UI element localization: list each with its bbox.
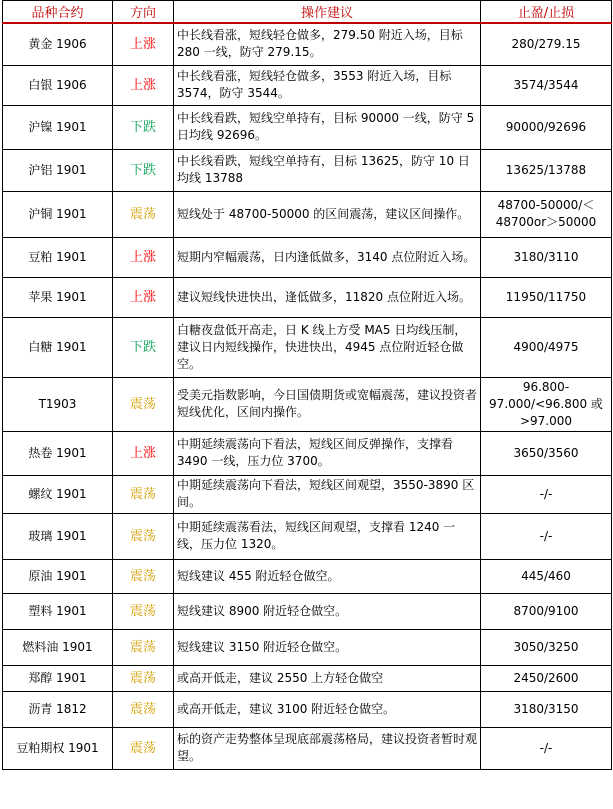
advice-cell: 短线处于 48700-50000 的区间震荡，建议区间操作。 [174, 191, 481, 237]
direction-cell: 上涨 [113, 237, 174, 277]
contract-cell: 塑料 1901 [3, 593, 113, 629]
table-body [3, 23, 612, 769]
direction-cell: 震荡 [113, 377, 174, 431]
stop-cell: 2450/2600 [481, 665, 612, 691]
contract-cell: 郑醇 1901 [3, 665, 113, 691]
direction-cell: 震荡 [113, 691, 174, 727]
table-row [3, 727, 612, 769]
table-row [3, 377, 612, 431]
advice-cell: 受美元指数影响，今日国债期货或宽幅震荡，建议投资者短线优化，区间内操作。 [174, 377, 481, 431]
direction-cell: 震荡 [113, 665, 174, 691]
direction-cell: 下跌 [113, 149, 174, 191]
direction-cell: 震荡 [113, 559, 174, 593]
direction-cell: 上涨 [113, 277, 174, 317]
header-contract: 品种合约 [3, 1, 113, 24]
direction-cell: 下跌 [113, 317, 174, 377]
contract-cell: 螺纹 1901 [3, 475, 113, 513]
contract-cell: 沪镍 1901 [3, 105, 113, 149]
table-row [3, 149, 612, 191]
table-row [3, 513, 612, 559]
contract-cell: 黄金 1906 [3, 23, 113, 65]
direction-cell: 震荡 [113, 475, 174, 513]
direction-cell: 震荡 [113, 513, 174, 559]
direction-cell: 上涨 [113, 431, 174, 475]
table-row [3, 65, 612, 105]
stop-cell: 13625/13788 [481, 149, 612, 191]
contract-cell: 原油 1901 [3, 559, 113, 593]
advice-cell: 中长线看涨，短线轻仓做多，279.50 附近入场，目标 280 一线，防守 279.15。 [174, 23, 481, 65]
header-direction: 方向 [113, 1, 174, 24]
table-row [3, 105, 612, 149]
direction-cell: 上涨 [113, 65, 174, 105]
direction-cell: 震荡 [113, 727, 174, 769]
table-row [3, 629, 612, 665]
stop-cell: 3050/3250 [481, 629, 612, 665]
advice-table [2, 0, 612, 770]
table-row [3, 559, 612, 593]
direction-cell: 上涨 [113, 23, 174, 65]
direction-cell: 震荡 [113, 629, 174, 665]
direction-cell: 下跌 [113, 105, 174, 149]
stop-cell: 8700/9100 [481, 593, 612, 629]
advice-cell: 短线建议 3150 附近轻仓做空。 [174, 629, 481, 665]
table-row [3, 691, 612, 727]
contract-cell: 热卷 1901 [3, 431, 113, 475]
table-row [3, 593, 612, 629]
stop-cell: 3650/3560 [481, 431, 612, 475]
contract-cell: 沥青 1812 [3, 691, 113, 727]
contract-cell: 苹果 1901 [3, 277, 113, 317]
stop-cell: 3180/3150 [481, 691, 612, 727]
stop-cell: 3574/3544 [481, 65, 612, 105]
table-row [3, 277, 612, 317]
advice-cell: 标的资产走势整体呈现底部震荡格局，建议投资者暂时观望。 [174, 727, 481, 769]
advice-cell: 中期延续震荡向下看法，短线区间观望，3550-3890 区间。 [174, 475, 481, 513]
table-row [3, 23, 612, 65]
contract-cell: 白糖 1901 [3, 317, 113, 377]
header-row [3, 1, 612, 24]
table-row [3, 191, 612, 237]
advice-cell: 建议短线快进快出，逢低做多，11820 点位附近入场。 [174, 277, 481, 317]
contract-cell: 沪铜 1901 [3, 191, 113, 237]
table-row [3, 665, 612, 691]
table-row [3, 475, 612, 513]
contract-cell: 白银 1906 [3, 65, 113, 105]
stop-cell: 96.800-97.000/<96.800 或>97.000 [481, 377, 612, 431]
direction-cell: 震荡 [113, 191, 174, 237]
advice-cell: 短线建议 8900 附近轻仓做空。 [174, 593, 481, 629]
advice-cell: 中长线看涨，短线轻仓做多，3553 附近入场，目标 3574，防守 3544。 [174, 65, 481, 105]
advice-cell: 短期内窄幅震荡，日内逢低做多，3140 点位附近入场。 [174, 237, 481, 277]
stop-cell: 4900/4975 [481, 317, 612, 377]
advice-cell: 或高开低走，建议 2550 上方轻仓做空 [174, 665, 481, 691]
stop-cell: 11950/11750 [481, 277, 612, 317]
direction-cell: 震荡 [113, 593, 174, 629]
table-row [3, 317, 612, 377]
contract-cell: 玻璃 1901 [3, 513, 113, 559]
stop-cell: 445/460 [481, 559, 612, 593]
contract-cell: 燃料油 1901 [3, 629, 113, 665]
stop-cell: 3180/3110 [481, 237, 612, 277]
contract-cell: T1903 [3, 377, 113, 431]
stop-cell: 280/279.15 [481, 23, 612, 65]
stop-cell: -/- [481, 513, 612, 559]
stop-cell: 90000/92696 [481, 105, 612, 149]
stop-cell: -/- [481, 727, 612, 769]
contract-cell: 豆粕期权 1901 [3, 727, 113, 769]
header-advice: 操作建议 [174, 1, 481, 24]
table-row [3, 431, 612, 475]
advice-cell: 短线建议 455 附近轻仓做空。 [174, 559, 481, 593]
advice-cell: 中期延续震荡向下看法，短线区间反弹操作，支撑看 3490 一线，压力位 3700。 [174, 431, 481, 475]
advice-cell: 白糖夜盘低开高走，日 K 线上方受 MA5 日均线压制，建议日内短线操作，快进快出，4945 点位附近轻仓做空。 [174, 317, 481, 377]
contract-cell: 豆粕 1901 [3, 237, 113, 277]
stop-cell: -/- [481, 475, 612, 513]
table-row [3, 237, 612, 277]
contract-cell: 沪铝 1901 [3, 149, 113, 191]
stop-cell: 48700-50000/＜48700or＞50000 [481, 191, 612, 237]
advice-cell: 中长线看跌，短线空单持有，目标 13625，防守 10 日均线 13788 [174, 149, 481, 191]
header-stop: 止盈/止损 [481, 1, 612, 24]
advice-cell: 中长线看跌，短线空单持有，目标 90000 一线，防守 5 日均线 92696。 [174, 105, 481, 149]
advice-cell: 或高开低走，建议 3100 附近轻仓做空。 [174, 691, 481, 727]
advice-cell: 中期延续震荡看法，短线区间观望，支撑看 1240 一线，压力位 1320。 [174, 513, 481, 559]
